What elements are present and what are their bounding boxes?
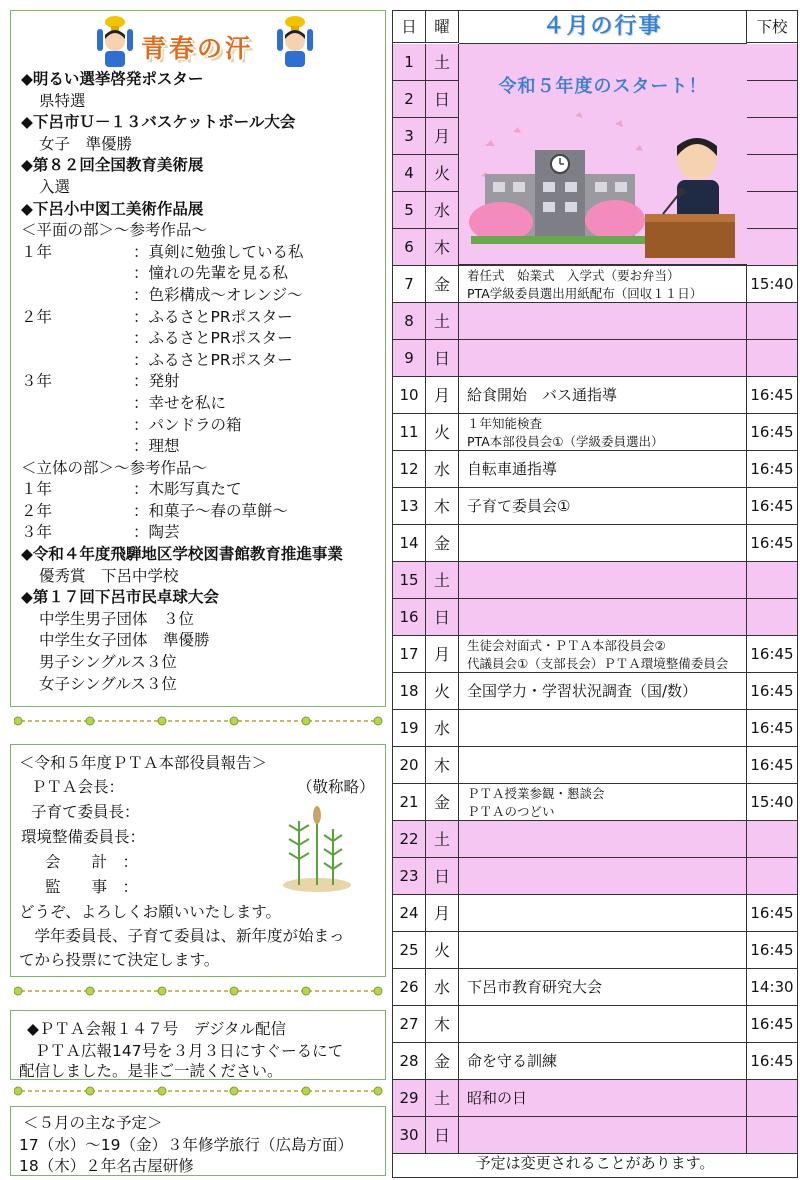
dismissal-time: 16:45 (750, 534, 794, 552)
achievement-line (21, 371, 381, 393)
event-cell (459, 932, 747, 968)
event-text: 下呂市教育研究大会 (467, 978, 603, 996)
event-text: 昭和の日 (467, 1089, 528, 1107)
weekday: 月 (426, 895, 459, 931)
achievement-line (21, 350, 381, 372)
work-title: ：色彩構成～オレンジ～ (133, 285, 303, 304)
dotted-divider (14, 716, 384, 726)
schedule-row (393, 266, 797, 303)
weekday: 金 (426, 525, 459, 561)
event-cell (459, 562, 747, 598)
may-text: 18（木）２年名古屋研修 (19, 1157, 194, 1175)
officers-panel (10, 744, 386, 977)
dismissal-time: 16:45 (750, 682, 794, 700)
work-title: ：真剣に勉強している私 (133, 242, 304, 261)
event-cell (459, 1080, 747, 1116)
achievement-line: 男子シングルス３位 (39, 653, 177, 672)
day-number: 21 (393, 784, 426, 820)
achievements-header (11, 15, 385, 69)
event-cell (459, 1006, 747, 1042)
achievement-line: ◆第８２回全国教育美術展 (21, 156, 204, 175)
schedule-row (393, 525, 797, 562)
dismissal-time (747, 44, 797, 80)
col-header-day: 日 (393, 11, 426, 43)
schedule-row (393, 1080, 797, 1117)
schedule-row (393, 599, 797, 636)
event-text: ＰＴＡ授業参観・懇談会 (467, 786, 605, 801)
achievement-line (21, 242, 381, 264)
day-number: 8 (393, 303, 426, 339)
dismissal-time: 16:45 (750, 423, 794, 441)
weekday: 日 (426, 599, 459, 635)
schedule-row (393, 895, 797, 932)
achievement-line (21, 436, 381, 458)
day-number: 5 (393, 192, 426, 228)
weekday: 日 (426, 858, 459, 894)
day-number: 11 (393, 414, 426, 450)
day-number: 7 (393, 266, 426, 302)
may-plans-panel (10, 1106, 386, 1176)
day-number: 19 (393, 710, 426, 746)
dismissal-time: 16:45 (750, 1052, 794, 1070)
day-number: 18 (393, 673, 426, 709)
weekday: 火 (426, 673, 459, 709)
event-cell (459, 858, 747, 894)
day-number: 3 (393, 118, 426, 154)
dismissal-time (747, 1080, 797, 1116)
weekday: 土 (426, 562, 459, 598)
day-number: 26 (393, 969, 426, 1005)
event-cell (459, 303, 747, 339)
officers-text: どうぞ、よろしくお願いいたします。 (19, 903, 281, 921)
event-cell (459, 414, 747, 450)
achievement-line: ◆明るい選挙啓発ポスター (21, 70, 204, 88)
dismissal-time (747, 1117, 797, 1153)
day-number: 10 (393, 377, 426, 413)
schedule-row (393, 858, 797, 895)
weekday: 火 (426, 932, 459, 968)
dismissal-time: 16:45 (750, 386, 794, 404)
dismissal-time: 16:45 (750, 756, 794, 774)
achievements-list (21, 69, 381, 695)
officer-role: 監 事 ： (45, 878, 139, 896)
schedule-footnote: 予定は変更されることがあります。 (475, 1154, 715, 1172)
weekday: 水 (426, 969, 459, 1005)
weekday: 月 (426, 636, 459, 672)
achievement-line: ◆第１７回下呂市民卓球大会 (21, 588, 219, 607)
achievement-line (21, 479, 381, 501)
cheering-student-icon (273, 15, 317, 67)
day-number: 20 (393, 747, 426, 783)
achievement-line: 県特選 (39, 91, 86, 110)
event-text: 命を守る訓練 (467, 1052, 558, 1070)
work-title: ：憧れの先輩を見る私 (133, 264, 289, 283)
work-title: ：幸せを私に (133, 393, 227, 412)
dismissal-time: 15:40 (750, 275, 794, 293)
weekday: 水 (426, 451, 459, 487)
work-title: ：和菓子～春の草餅～ (133, 501, 289, 520)
horsetail-plant-icon (277, 801, 357, 893)
achievements-title: 青春の汗 (141, 34, 254, 63)
day-number: 4 (393, 155, 426, 191)
day-number: 1 (393, 44, 426, 80)
officers-text: 学年委員長、子育て委員は、新年度が始まっ (19, 927, 345, 945)
day-number: 24 (393, 895, 426, 931)
schedule-row (393, 1117, 797, 1154)
weekday: 火 (426, 155, 459, 191)
dismissal-time (747, 303, 797, 339)
day-number: 22 (393, 821, 426, 857)
dismissal-time (747, 562, 797, 598)
achievement-line (21, 285, 381, 307)
grade-label: ３年 (21, 523, 53, 542)
dismissal-time (747, 599, 797, 635)
april-schedule-table (392, 10, 798, 1178)
officers-text: てから投票にて決定します。 (19, 951, 220, 969)
day-number: 12 (393, 451, 426, 487)
achievement-line: 女子 準優勝 (39, 134, 133, 153)
event-text: １年知能検査 (467, 416, 543, 431)
event-text: 子育て委員会① (467, 497, 571, 515)
new-year-illustration (459, 44, 747, 265)
weekday: 土 (426, 303, 459, 339)
event-cell (459, 636, 747, 672)
achievement-line: 入選 (39, 177, 71, 196)
work-title: ：陶芸 (133, 523, 180, 542)
work-title: ：木彫写真たて (133, 480, 242, 499)
schedule-row (393, 340, 797, 377)
schedule-row (393, 1043, 797, 1080)
cheering-student-icon (93, 15, 137, 67)
weekday: 火 (426, 414, 459, 450)
dotted-divider (14, 1086, 384, 1096)
day-number: 30 (393, 1117, 426, 1153)
officer-role: ＰＴＡ会長： (31, 778, 125, 796)
weekday: 木 (426, 747, 459, 783)
dismissal-time (747, 340, 797, 376)
weekday: 土 (426, 44, 459, 80)
achievement-line (21, 328, 381, 350)
dismissal-time (747, 858, 797, 894)
weekday: 月 (426, 118, 459, 154)
achievement-line: 優秀賞 下呂中学校 (39, 566, 179, 585)
dismissal-time: 14:30 (750, 978, 794, 996)
dismissal-time: 16:45 (750, 460, 794, 478)
day-number: 9 (393, 340, 426, 376)
event-cell (459, 747, 747, 783)
honorific-note: （敬称略） (297, 778, 375, 796)
event-cell (459, 451, 747, 487)
dismissal-time: 16:45 (750, 941, 794, 959)
day-number: 23 (393, 858, 426, 894)
event-text: 着任式 始業式 入学式（要お弁当） (467, 268, 680, 283)
event-cell (459, 710, 747, 746)
schedule-row (393, 303, 797, 340)
schedule-title: ４月の行事 (459, 11, 747, 43)
day-number: 16 (393, 599, 426, 635)
event-text: 給食開始 バス通指導 (467, 386, 618, 404)
event-text: PTA本部役員会①（学級委員選出） (467, 434, 664, 449)
event-cell (459, 673, 747, 709)
schedule-row (393, 784, 797, 821)
day-number: 25 (393, 932, 426, 968)
schedule-row (393, 562, 797, 599)
schedule-row (393, 710, 797, 747)
schedule-row (393, 969, 797, 1006)
weekday: 土 (426, 1080, 459, 1116)
officer-role: 環境整備委員長： (21, 828, 146, 846)
achievement-line (21, 501, 381, 523)
dismissal-time (747, 229, 797, 265)
grade-label: １年 (21, 242, 53, 261)
schedule-row (393, 636, 797, 673)
may-text: 17（水）～19（金）３年修学旅行（広島方面） (19, 1136, 353, 1154)
day-number: 13 (393, 488, 426, 524)
grade-label: ３年 (21, 372, 53, 391)
event-text: PTA学級委員選出用紙配布（回収１１日） (467, 286, 703, 301)
school-building-icon (465, 106, 741, 262)
weekday: 日 (426, 81, 459, 117)
achievement-line (21, 393, 381, 415)
dismissal-time: 16:45 (750, 719, 794, 737)
event-cell (459, 266, 747, 302)
dismissal-time (747, 192, 797, 228)
work-title: ：パンドラの箱 (133, 415, 242, 434)
dismissal-time: 16:45 (750, 1015, 794, 1033)
event-cell (459, 784, 747, 820)
work-title: ：発射 (133, 372, 180, 391)
weekday: 土 (426, 821, 459, 857)
achievement-line: ◆下呂市Ｕ－１３バスケットボール大会 (21, 113, 296, 132)
day-number: 2 (393, 81, 426, 117)
day-number: 27 (393, 1006, 426, 1042)
day-number: 17 (393, 636, 426, 672)
schedule-row (393, 451, 797, 488)
schedule-row (393, 377, 797, 414)
grade-label: ２年 (21, 501, 53, 520)
dismissal-time: 16:45 (750, 497, 794, 515)
dismissal-time (747, 155, 797, 191)
officer-role: 子育て委員長： (31, 803, 140, 821)
event-cell (459, 340, 747, 376)
achievement-line (21, 307, 381, 329)
grade-label: １年 (21, 480, 53, 499)
weekday: 日 (426, 1117, 459, 1153)
day-number: 6 (393, 229, 426, 265)
weekday: 金 (426, 784, 459, 820)
weekday: 日 (426, 340, 459, 376)
achievement-line: ◆令和４年度飛騨地区学校図書館教育推進事業 (21, 545, 343, 564)
day-number: 29 (393, 1080, 426, 1116)
event-cell (459, 1117, 747, 1153)
event-text: 生徒会対面式・ＰＴＡ本部役員会② (467, 638, 666, 653)
dismissal-time (747, 118, 797, 154)
day-number: 14 (393, 525, 426, 561)
weekday: 水 (426, 710, 459, 746)
dismissal-time (747, 81, 797, 117)
event-cell (459, 525, 747, 561)
banner-caption: 令和５年度のスタート！ (498, 76, 708, 97)
col-header-weekday: 曜 (426, 11, 459, 43)
dismissal-time: 16:45 (750, 904, 794, 922)
event-cell (459, 599, 747, 635)
weekday: 金 (426, 1043, 459, 1079)
achievement-line: 女子シングルス３位 (39, 674, 177, 693)
weekday: 水 (426, 192, 459, 228)
dismissal-time: 15:40 (750, 793, 794, 811)
event-cell (459, 821, 747, 857)
work-title: ：理想 (133, 437, 180, 456)
achievement-line: ＜立体の部＞～参考作品～ (21, 458, 208, 477)
event-text: 代議員会①（支部長会）ＰＴＡ環境整備委員会 (467, 656, 729, 671)
schedule-row (393, 673, 797, 710)
weekday: 金 (426, 266, 459, 302)
achievement-line: ＜平面の部＞～参考作品～ (21, 221, 208, 240)
event-cell (459, 377, 747, 413)
work-title: ：ふるさとPRポスター (133, 350, 293, 369)
schedule-row (393, 488, 797, 525)
dismissal-time: 16:45 (750, 645, 794, 663)
achievement-line: 中学生男子団体 ３位 (39, 609, 195, 628)
may-title: ＜５月の主な予定＞ (23, 1114, 163, 1132)
achievement-line: 中学生女子団体 準優勝 (39, 631, 210, 650)
weekday: 月 (426, 377, 459, 413)
schedule-row (393, 414, 797, 451)
event-cell (459, 488, 747, 524)
achievement-line (21, 522, 381, 544)
weekday: 木 (426, 488, 459, 524)
schedule-row (393, 821, 797, 858)
officers-title: ＜令和５年度ＰＴＡ本部役員報告＞ (19, 754, 268, 772)
pta-text: ＰＴＡ広報147号を３月３日にすぐーるにて (19, 1042, 344, 1060)
dotted-divider (14, 986, 384, 996)
event-cell (459, 895, 747, 931)
event-text: ＰＴＡのつどい (467, 804, 555, 819)
col-header-dismissal: 下校 (747, 11, 797, 43)
event-text: 自転車通指導 (467, 460, 558, 478)
dismissal-time (747, 821, 797, 857)
weekday: 木 (426, 1006, 459, 1042)
work-title: ：ふるさとPRポスター (133, 329, 293, 348)
pta-text: 配信しました。是非ご一読ください。 (19, 1062, 283, 1080)
day-number: 15 (393, 562, 426, 598)
schedule-row (393, 932, 797, 969)
grade-label: ２年 (21, 307, 53, 326)
weekday: 木 (426, 229, 459, 265)
work-title: ：ふるさとPRポスター (133, 307, 293, 326)
schedule-row (393, 747, 797, 784)
pta-title: ◆ＰＴＡ会報１４７号 デジタル配信 (27, 1020, 286, 1038)
event-cell (459, 1043, 747, 1079)
event-text: 全国学力・学習状況調査（国/数） (467, 682, 698, 700)
achievements-panel (10, 10, 386, 707)
achievement-line: ◆下呂小中図工美術作品展 (21, 199, 204, 218)
schedule-row (393, 1006, 797, 1043)
event-cell (459, 969, 747, 1005)
achievement-line (21, 263, 381, 285)
achievement-line (21, 415, 381, 437)
day-number: 28 (393, 1043, 426, 1079)
pta-newsletter-panel (10, 1010, 386, 1080)
officer-role: 会 計 ： (45, 853, 139, 871)
